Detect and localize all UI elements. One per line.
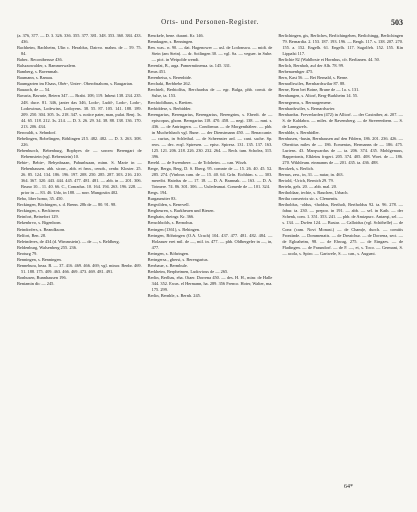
index-entry: Bernhusen, -husin, Bernhausen auf den Fildern, 186. 201. 236. 426. — Obertitus miles de — 186. Ecmentas, Hermanns de — 186. 475. Lurtens. 43. Marqwardus de — ta. 206. 374. 435. Mohlgenuus, Rappertonis, Elkleins frrgeri. 205. 374. 405. 408. Woet. de — 186. 270. Wikhleum. einmanns de — 201. 435. ta. 436. 488. <box>278 135 404 165</box>
index-entry: Bekenbrvo, s. Bigenborn. <box>17 220 62 226</box>
index-entry: Beinfort, Beinefort 129. <box>17 214 59 220</box>
index-column-middle <box>148 33 273 299</box>
index-entry: Bernhardus. Freverlarden (472) in Alltorf. — der Caxintber, at. 207. — S. de Kaldabra. — miles. de Ravensberg. — de Streeeenbern. — S. de Lanngwels. <box>278 111 404 129</box>
index-entry: Bebo, liber homo, 35. 450. <box>17 196 64 202</box>
index-entry: Bennkugen, s. Benningen. <box>147 39 194 45</box>
index-entry: Berenbeisa, s. Berenbide. <box>147 75 192 81</box>
index-entry: Berchtoldhaus, s. Bretten. <box>147 99 193 105</box>
index-entry: Berbenaenbger 475. <box>278 69 314 75</box>
index-entry: Berlin, Bernhle, s. Bernh. 245. <box>147 293 201 299</box>
index-entry: Bertold, -Urich, Bernich 29. 79. <box>278 178 334 184</box>
index-entry: Balszaowalder, s. Bammerwalern. <box>17 63 77 69</box>
index-entry: Berlich, Bernhoh, auf der Alb. 78. 99. <box>278 63 345 69</box>
index-entry: Bebelingen, Bobelingen, Böblingen 215. 482. 482. — D. 3. 263. 308. 226. <box>17 135 142 147</box>
index-entry: Beringen, s. Böhringen. <box>147 250 190 256</box>
index-entry: Bavaria, Bavarie, Beiern 347. — Brabt. 108; 119. Inbeut 138. 234. 235. 248. duce. 81. 346, janter das 346, Lodo-, Ludd-, Lodo-, Lodo-, Lodowinus, Lodewins, Lodoyens. 38. 55. 87. 105. 141. 188. 189. 209. 250. 304. 305. 3s. 218. 347. s. notice pater, man, pulat. Benj. 3s. 44. 65. 118. 212. 3s. 214. — D. 3. 26. 29. 34. 38. 88. 138. 136. 170. 213. 206. 434. <box>17 93 142 129</box>
index-entry: Berehl. — de Swembere. — de Toloheim. — can. Wirzb. <box>147 159 248 165</box>
index-entry: Berne, Bern bei Boine, Brune de — 1a. s. 131. <box>278 87 360 93</box>
index-entry: Beckingen, Böchingen, s. d. Brenn. 28b de — 80. 91. 98. <box>17 202 117 208</box>
index-entry: Bernhardswiler, s. Bernardswier. <box>278 105 336 111</box>
index-entry: Bachheim, Bachheim, Ulin c. Heraldus, Dairvo. mahm. de ... 59. 75. 84. <box>17 45 142 57</box>
index-entry: Bern, Kast 56. — Bei Bernald, s. Berne. <box>278 75 349 81</box>
index-entry: Berenfat, B., arga. Pamermiinensa. ta. 145. 331. <box>147 63 232 69</box>
index-entry: Berge, Berga, Berg, D. S. Eberg. 95. comnte de — 15. 26. 40. 45. 52. 285. 274. (Vinbras cam. de — 15. 40. 64. Grfn. Eichhim. s. — 303. mereibt. Hairdus de — 17. 18. — D. A. Brannak. — 163. — D. A. Totmere. 74. 86. 301. 306. — Uuledeumai. Comede de — 101. 324. <box>147 166 273 190</box>
index-entry: Bebenburch, Bebenburg, Bopbyes de — sororw Berengari de Rebemstein (vgl. Rebenstein) 10. <box>17 147 142 159</box>
index-entry: Bergs. 194. <box>147 190 168 196</box>
index-entry: Bertholdaar, iechie, s. Bauchen, Urbach. <box>278 190 349 196</box>
index-entry: Berlin, Berlhas, eha. Otaer. Dorrena 450. — des. H. H., minr. de Halle 344. 352. Ewas. el Hermann, ha. 289. 356 Frenco. Hoter, Walter, ma. 175. 299. <box>147 274 273 292</box>
index-entry: Beckingen, s. Beckinver. <box>17 208 61 214</box>
index-entry: Baumann, s. Bamau. <box>17 75 54 81</box>
index-entry: Berengarius, Berengarius, Berengarius, Berengrins, s. Eberdt. de — episcopus, ghorn. Berngarius 118. 470. 458. — negt. 138. — mni. s. 436. — de Antringern. — Condirmus — de Morgenthäleer. — phb. in Muchelsbach vgl. Bune. — der Dienstmann 450. — Benaccanie. — curius, in Schlethal. — de Scheenster ard. — cant. sache. Sp. reos. — dec. ecql. Spiresen. — episc. Spiresz. 131. 135. 137. 163. 125. 121. 206. 218. 226. 230. 232. 264. — Rech. tum. Scholea, 315. 396. <box>147 111 273 159</box>
index-entry: Beleinderes, de 434 (d. Wimmstein). — de —, s. Beldberg. <box>17 238 120 244</box>
index-entry: Beoturg 79. <box>17 250 38 256</box>
index-entry: Berolzek, s. Berlich. <box>278 166 314 172</box>
index-entry: Beroraldt, s. Sehndorf. <box>17 129 57 135</box>
index-entry: Berchaki, Berbbebe 262. <box>147 81 191 87</box>
index-columns <box>17 33 403 299</box>
index-entry: Bonhusen, Bunnhausen 196. <box>17 274 67 280</box>
index-entry: Bernhangen, s. Altorf, Berg-Burkheim 14. 55. <box>278 93 359 99</box>
index-entry: Bertha consertrix sir. s. Clementis. <box>278 196 339 202</box>
index-entry: Benckele, bene. durant. Kr. 146. <box>147 33 204 38</box>
index-entry: Bernarllswiles, Bernhardswilar 87. 88. <box>278 81 346 87</box>
index-column-left <box>17 33 142 299</box>
index-entry: Bertholdus, -oldus, -tholdus, Bertholt, Bertholdus 92. ta. 96. 278. — fabur. ta. 230. — prepoo. in 191. — abb. — sel. in Kath. — der Schenk, com. 1. 351. 353. 241. — phb. de Amizpurc. Antaeqi, sel. — s. 134. — Dwfen 124. — Bustar. — Calloidus (vgl. Schöhelle) — de Conz (cam. Novi Monast.) — de Cham(e, durch. — comitis Frontinde. — Dommenatis. — de Dreaichur. — de Dorrena, sect. — de Egloaheim, 98. — de Ehwag, 275. — de Eingaes. — de Fladingen. — de Fraundorf. — de F. —, et, s. Toco. — Germani, S. — acola, s. Spiro. — Gartwele, S. — can., s. Augsmt. <box>278 202 404 256</box>
index-entry: Beringersz., gberst, s. Berengarius. <box>147 256 209 262</box>
index-entry: (a. 376, 377. — D. 3. 326. 336. 355. 377. 381. 348. 353. 360. 384. 433. 436. <box>17 33 142 45</box>
index-entry: Bauaach, de — 54. <box>17 87 51 93</box>
index-entry: Benningen, s. Benningen. <box>17 256 62 262</box>
index-entry: Bernegerms, s. Bernargemene. <box>278 99 332 105</box>
index-entry: Beldenburg, Walsenberg 255. 236. <box>17 244 77 250</box>
page-header <box>17 18 403 32</box>
running-title: Orts- und Personen-Register. <box>161 18 259 26</box>
index-entry: Bernus, zeu., in, 31. — nutar, in. 463. <box>278 172 344 178</box>
index-column-right <box>278 33 403 299</box>
index-entry: Berghain, rheingr. Kr. 366. <box>147 214 195 220</box>
index-entry: Baumgarten im Elsass, Obér-, Unter-. Oberobsahom, s. Baugartan. <box>17 81 133 87</box>
index-entry: Berbiddese, s. Berbidder. <box>147 105 192 111</box>
index-entry: Bergvilden, s. Benvvell. <box>147 202 190 208</box>
index-entry: Beringen, Böhringen (O.A. Urach) 104. 437. 477. 481. 482. 484. — Holzauer erei mil. de —, mil. in. 477. — phb. Oldbergeler in —, in, 477. <box>147 232 273 250</box>
index-entry: Berlichingen, gis, Berliches, Berlichingehen, Berlichingg, Berlichingen 79. Bernardia. 2. 153. 187. 193. 196. — Bergh. 117. s. 138. 207. 270. 155. a. 152. Engelh. 61. Engelh. 117. Sugolfeh. 152. 155. Kin Lippalsi 117. <box>278 33 404 57</box>
index-entry: Bernhlde, s. Bernhidler. <box>278 129 320 135</box>
index-entry: Bergheuren, s. Burkheuen und Biesen. <box>147 208 215 214</box>
index-entry: Berrbaue, s. Bermbule. <box>147 262 188 268</box>
index-entry: Bennebura, beaa. B. — 37. 416. 469. 466. 469; vgl. minor. Benbr. 469. 51. 188. 175. 409. 463. 466. 469. 473. 469. 481. 491. <box>17 262 142 274</box>
signature-mark: 64* <box>344 484 353 490</box>
index-entry: Beringen (1361), s. Behingen. <box>147 226 201 232</box>
index-entry: Beindorfers, s. Beandksorn. <box>17 226 66 232</box>
index-entry: Berlichie 82 (Wahlbrste et Hornhus, cfr. Berlianen. 44. 50. <box>278 57 380 63</box>
index-entry: Burgaunstter 83. <box>147 196 177 202</box>
index-entry: Berchtelt, Berhtolfus, Berchardus de — egr. Bulga, phb. comit. de Sulse, ta. 153. <box>147 87 273 99</box>
page-number: 503 <box>391 18 403 27</box>
index-entry: Bebie-, Bebie-, Bebynbsaan, Pabunbsaan, minn. S. Marie in — Bebenhausen. abb. sicorr., abb. et frnn., cenob., cenbr. Kloster. 25. 26. 85. 124. 134. 186. 196. 197. 208. 250. 285. 287. 303. 216. 210. 364. 367. 320. 443. 444. 445. 477. 481. 481. — abb. in — 201. 306. Bruno 10... 11. 40. 66. C., Conradus. 10. 164. 194. 263. 196. 228. — prior in — 83. 46. Udo, in 188. — norr. Mungostin 402. <box>17 159 142 196</box>
index-entry: Bamberg, s. Bavenmah. <box>17 69 59 75</box>
index-entry: Berkheim, Berpheimen, Ludovious de — 265. <box>147 268 229 274</box>
index-entry: Beruchbolds, s. Bernohus. <box>147 220 194 226</box>
index-entry: Berteln, gels. 20. — abb. mal. 20. <box>278 184 337 190</box>
index-entry: Belfort, Ben. 28. <box>17 232 47 238</box>
index-entry: Ben. was.. n. 90. — dat. Hagenower — usl. de Lodonswa. — midt. de Stein (am Stein). — dr. Soilingen 30. — vgl. Sa. — veguer. in Sube. — pict. in Weipolde wendi. <box>147 45 273 63</box>
index-entry: Baber.. Reconiberuse 436. <box>17 57 63 63</box>
index-entry: Beniamin dic — 245. <box>17 280 55 286</box>
index-entry: Beras 451. <box>147 69 167 75</box>
